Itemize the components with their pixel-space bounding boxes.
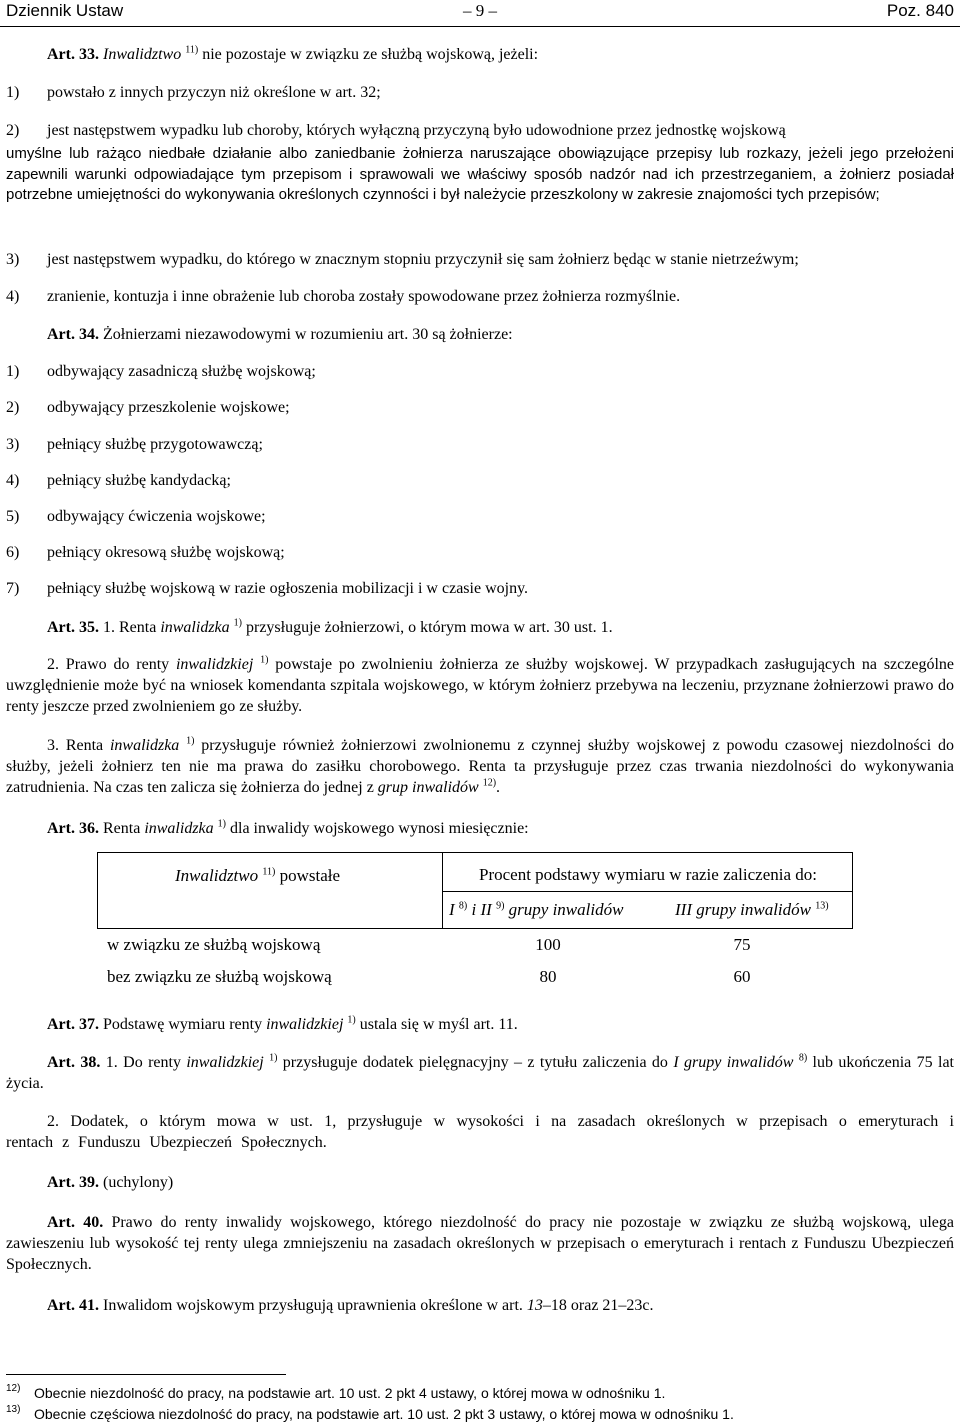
row-label: bez związku ze służbą wojskową: [107, 967, 332, 986]
list-item: [6, 506, 954, 527]
article-label: Art. 34.: [47, 326, 99, 343]
item-text: pełniący okresową służbę wojskową;: [47, 544, 285, 561]
article-label: Art. 36.: [47, 820, 99, 837]
item-text: pełniący służbę przygotowawczą;: [47, 436, 263, 453]
cell-value: 80: [539, 967, 557, 986]
term: Inwalidztwo: [175, 866, 259, 885]
term: inwalidzka: [160, 619, 230, 636]
list-item: [6, 434, 954, 455]
footnote-ref: 1): [269, 1052, 278, 1064]
item-number: 4): [6, 288, 20, 305]
subheader-groups-1-2: [449, 900, 623, 920]
term: inwalidzkiej: [175, 656, 254, 673]
text: 3. Renta: [47, 737, 110, 754]
cell-value: 60: [733, 967, 751, 986]
text: –18 oraz 21–23c.: [542, 1297, 654, 1314]
footnote-ref: 11): [262, 866, 276, 878]
art-37: [6, 1014, 954, 1035]
item-continuation: umyślne lub rażąco niedbałe działanie albo zaniedbanie żołnierza naruszające obowiązujące przepisy lub rozkazy, jeżeli jego przełożeni zapewnili warunki odpowiadające tym przepisom i sprawowali we właściwy sposób nadzór nad ich przestrzeganiem, a żołnierz posiadał potrzebne umiejętności do wykonywania określonych czynności i był należycie przeszkolony w zakresie znajomości tych przepisów;: [6, 145, 954, 204]
item-text: odbywający ćwiczenia wojskowe;: [47, 508, 266, 525]
list-item: [6, 578, 954, 599]
text: przysługuje również żołnierzowi zwolnionemu z czynnej służby wojskowej z powodu czasowej niezdolności do służby, jeżeli żołnierz ten nie ma prawa do zasiłku chorobowego. Renta ta przysługuje przez czas trwania niezdolności do wykonywania zatrudnienia. Na czas ten zalicza się żołnierza do jednej z: [6, 737, 955, 796]
art-38-para-2: 2. Dodatek, o którym mowa w ust. 1, przysługuje w wysokości i na zasadach określonych w przepisach o emeryturach i rentach z Funduszu Ubezpieczeń Społecznych.: [6, 1113, 954, 1151]
item-text: jest następstwem wypadku lub choroby, których wyłączną przyczyną było udowodnione przez jednostkę wojskową: [47, 122, 786, 139]
text: .: [496, 779, 501, 796]
text: dla inwalidy wojskowego wynosi miesięcznie:: [226, 820, 529, 837]
footnote-text: Obecnie niezdolność do pracy, na podstawie art. 10 ust. 2 pkt 4 ustawy, o której mowa w odnośniku 1.: [34, 1385, 666, 1401]
cell-value: 100: [535, 935, 561, 954]
article-label: Art. 35.: [47, 619, 99, 636]
term: I grupy inwalidów: [673, 1054, 794, 1071]
term: inwalidzka: [144, 820, 214, 837]
art-41: [6, 1295, 954, 1316]
term: inwalidzka: [109, 737, 180, 754]
text: przysługuje żołnierzowi, o którym mowa w art. 30 ust. 1.: [242, 619, 613, 636]
text: Inwalidom wojskowym przysługują uprawnienia określone w art.: [98, 1297, 527, 1314]
text: 2. Prawo do renty: [47, 656, 176, 673]
term: inwalidzkiej: [266, 1016, 344, 1033]
text: powstałe: [275, 866, 341, 885]
item-text: pełniący służbę kandydacką;: [47, 472, 231, 489]
position-number: Poz. 840: [886, 1, 954, 20]
art-39: [6, 1172, 954, 1193]
art-35-para-2: [6, 654, 954, 717]
article-text: nie pozostaje w związku ze służbą wojskową, jeżeli:: [198, 46, 539, 63]
item-text: powstało z innych przyczyn niż określone w art. 32;: [47, 84, 381, 101]
item-text: jest następstwem wypadku, do którego w znacznym stopniu przyczynił się sam żołnierz będąc w stanie nietrzeźwym;: [47, 251, 799, 268]
art-33-heading: [6, 44, 954, 65]
footnote-ref: 1): [233, 617, 242, 629]
article-label: Art. 41.: [47, 1297, 99, 1314]
footnote-ref: 8): [798, 1052, 808, 1064]
term: III grupy inwalidów: [675, 900, 811, 919]
item-number: 1): [6, 84, 20, 101]
column-header-percent: Procent podstawy wymiaru w razie zaliczenia do:: [479, 865, 817, 884]
cell-value: 75: [733, 935, 751, 954]
article-label: Art. 33.: [47, 46, 99, 63]
item-number: 3): [6, 436, 20, 453]
text: lub ukończenia 75 lat życia.: [6, 1054, 955, 1092]
list-item: [6, 542, 954, 563]
row-label: w związku ze służbą wojskową: [107, 935, 321, 954]
page-number: – 9 –: [463, 1, 497, 20]
item-number: 1): [6, 363, 20, 380]
footnote-ref: 1): [217, 818, 226, 830]
art-34-heading: [6, 324, 954, 345]
item-text: odbywający zasadniczą służbę wojskową;: [47, 363, 316, 380]
item-text: odbywający przeszkolenie wojskowe;: [47, 399, 290, 416]
text: Renta: [98, 820, 145, 837]
subheader-group-3: [675, 900, 829, 920]
art-40: [6, 1212, 954, 1275]
text: ustala się w myśl art. 11.: [355, 1016, 518, 1033]
footnote-ref: 1): [186, 735, 195, 747]
table-divider: [442, 891, 852, 892]
item-number: 6): [6, 544, 20, 561]
item-number: 7): [6, 580, 20, 597]
list-item: [6, 120, 954, 141]
journal-title: Dziennik Ustaw: [6, 1, 124, 20]
footnote-text: Obecnie częściowa niezdolność do pracy, na podstawie art. 10 ust. 2 pkt 3 ustawy, o której mowa w odnośniku 1.: [34, 1406, 734, 1422]
item-number: 5): [6, 508, 20, 525]
page-header: [0, 0, 960, 27]
text: 1. Do renty: [100, 1054, 187, 1071]
footnote-ref: 12): [482, 777, 497, 789]
footnote-ref: 13): [815, 900, 829, 912]
article-label: Art. 40.: [47, 1214, 104, 1231]
text: Podstawę wymiaru renty: [98, 1016, 267, 1033]
art-35-para-1: [6, 617, 954, 638]
footnote-separator: [6, 1374, 286, 1375]
list-item: [6, 286, 954, 307]
term: Inwalidztwo: [102, 46, 182, 63]
footnote-number: 12): [6, 1383, 21, 1394]
text: powstaje po zwolnieniu żołnierza ze służby wojskowej. W przypadkach zasługujących na szczególne uwzględnienie może być na wniosek komendanta szpitala wojskowego, w którym żołnierz przebywa na leczeniu, przyznane żołnierzowi prawo do renty jeszcze przed zwolnieniem go ze służby.: [6, 656, 954, 715]
disability-pension-table: [97, 852, 853, 992]
article-label: Art. 38.: [47, 1054, 101, 1071]
footnote-number: 13): [6, 1404, 21, 1415]
footnote-ref: 1): [347, 1014, 356, 1026]
item-text: zranienie, kontuzja i inne obrażenie lub choroba zostały spowodowane przez żołnierza rozmyślnie.: [47, 288, 681, 305]
term: inwalidzkiej: [186, 1054, 264, 1071]
item-number: 2): [6, 399, 20, 416]
term: 13: [526, 1297, 543, 1314]
term: I: [449, 900, 455, 919]
footnote-ref: 8): [458, 900, 468, 912]
article-label: Art. 37.: [47, 1016, 99, 1033]
article-label: Art. 39.: [47, 1174, 99, 1191]
item-number: 2): [6, 122, 20, 139]
term: grupy inwalidów: [504, 900, 624, 919]
column-header-disability: [175, 866, 340, 886]
art-36-heading: [6, 818, 954, 839]
text: (uchylony): [98, 1174, 174, 1191]
text: 1. Renta: [98, 619, 161, 636]
list-item: [6, 82, 954, 103]
item-number: 3): [6, 251, 20, 268]
footnote-ref: 1): [260, 654, 269, 666]
item-number: 4): [6, 472, 20, 489]
footnote: [6, 1405, 954, 1423]
list-item: [6, 470, 954, 491]
item-text: pełniący służbę wojskową w razie ogłoszenia mobilizacji i w czasie wojny.: [47, 580, 529, 597]
term: i II: [467, 900, 492, 919]
article-text: Żołnierzami niezawodowymi w rozumieniu art. 30 są żołnierze:: [98, 326, 513, 343]
list-item: [6, 397, 954, 418]
footnote-ref: 9): [496, 900, 505, 912]
footnote-ref: 11): [185, 44, 199, 56]
list-item: [6, 361, 954, 382]
text: przysługuje dodatek pielęgnacyjny – z tytułu zaliczenia do: [277, 1054, 674, 1071]
art-35-para-3: [6, 735, 954, 798]
term: grup inwalidów: [377, 779, 479, 796]
art-38-para-1: [6, 1052, 954, 1094]
text: Prawo do renty inwalidy wojskowego, którego niezdolność do pracy nie pozostaje w związku ze służbą wojskową, ulega zawieszeniu lub wysokość tej renty ulega zmniejszeniu na zasadach określonych w przepisach o emeryturach i rentach z Funduszu Ubezpieczeń Społecznych.: [6, 1214, 954, 1273]
footnote: [6, 1384, 954, 1402]
list-item: [6, 249, 954, 270]
